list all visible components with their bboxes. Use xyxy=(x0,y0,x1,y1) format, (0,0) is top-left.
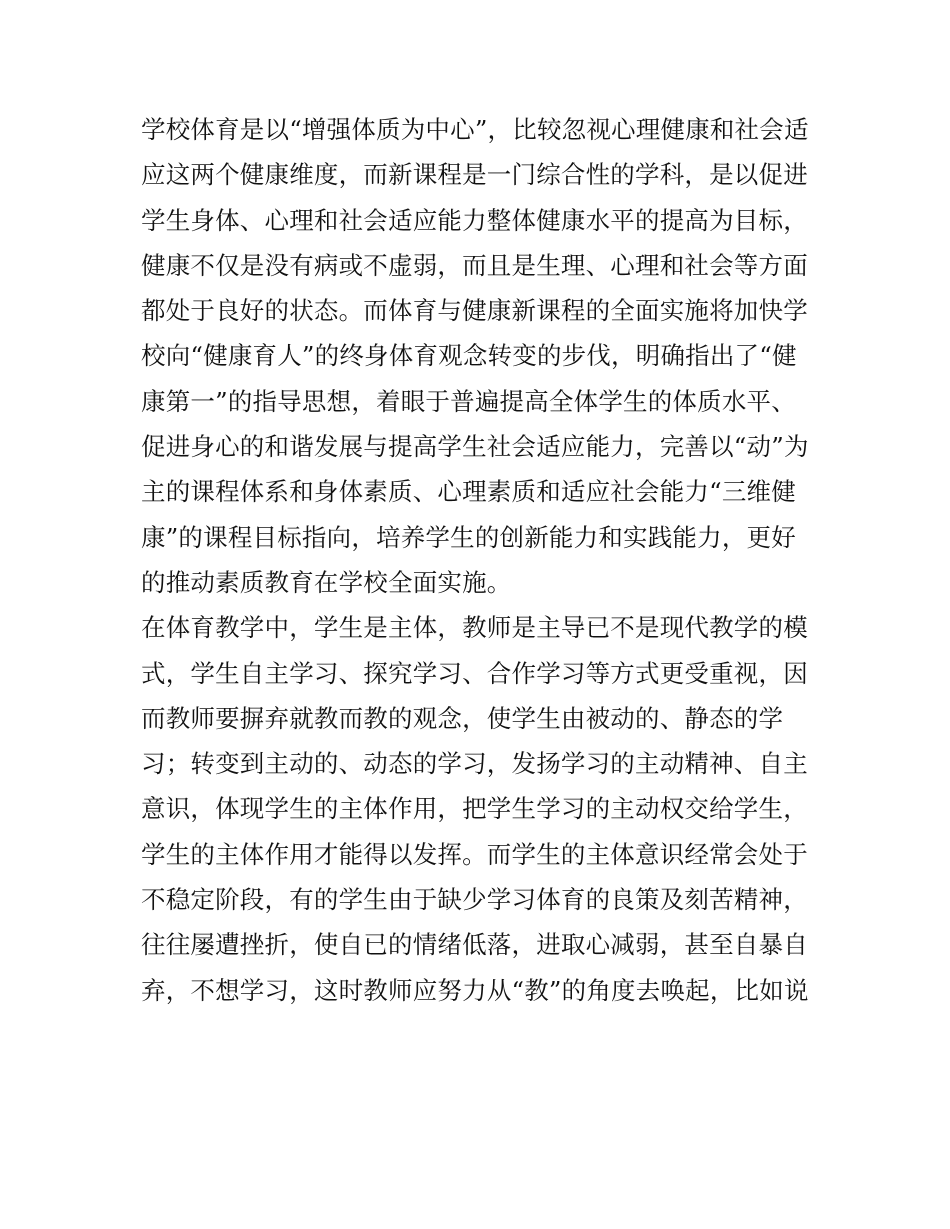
text-line: 主的课程体系和身体素质、心理素质和适应社会能力“三维健 xyxy=(141,477,796,507)
text-line: 在体育教学中，学生是主体，教师是主导已不是现代教学的模 xyxy=(141,613,808,643)
text-line: 促进身心的和谐发展与提高学生社会适应能力，完善以“动”为 xyxy=(141,432,809,462)
text-line: 的推动素质教育在学校全面实施。 xyxy=(141,567,512,597)
text-line: 习；转变到主动的、动态的学习，发扬学习的主动精神、自主 xyxy=(141,749,808,779)
text-line: 而教师要摒弃就教而教的观念，使学生由被动的、静态的学 xyxy=(141,703,784,733)
text-line: 康”的课程目标指向，培养学生的创新能力和实践能力，更好 xyxy=(141,522,796,552)
text-line: 学生的主体作用才能得以发挥。而学生的主体意识经常会处于 xyxy=(141,839,808,869)
text-line: 校向“健康育人”的终身体育观念转变的步伐，明确指出了“健 xyxy=(141,341,797,371)
paragraph-1 xyxy=(141,107,821,605)
text-line: 应这两个健康维度，而新课程是一门综合性的学科，是以促进 xyxy=(141,160,808,190)
text-line: 健康不仅是没有病或不虚弱，而且是生理、心理和社会等方面 xyxy=(141,250,808,280)
text-line: 康第一”的指导思想，着眼于普遍提高全体学生的体质水平、 xyxy=(141,386,796,416)
text-line: 意识，体现学生的主体作用，把学生学习的主动权交给学生， xyxy=(141,794,808,824)
text-line: 都处于良好的状态。而体育与健康新课程的全面实施将加快学 xyxy=(141,296,808,326)
text-line: 往往屡遭挫折，使自已的情绪低落，进取心减弱，甚至自暴自 xyxy=(141,930,808,960)
text-line: 学校体育是以“增强体质为中心”，比较忽视心理健康和社会适 xyxy=(141,115,809,144)
paragraph-2 xyxy=(141,605,821,1013)
text-line: 学生身体、心理和社会适应能力整体健康水平的提高为目标， xyxy=(141,205,808,235)
body-text xyxy=(141,107,821,1013)
text-line: 弃，不想学习，这时教师应努力从“教”的角度去唤起，比如说 xyxy=(141,975,809,1005)
text-line: 式，学生自主学习、探究学习、合作学习等方式更受重视，因 xyxy=(141,658,808,688)
text-line: 不稳定阶段，有的学生由于缺少学习体育的良策及刻苦精神， xyxy=(141,885,808,915)
